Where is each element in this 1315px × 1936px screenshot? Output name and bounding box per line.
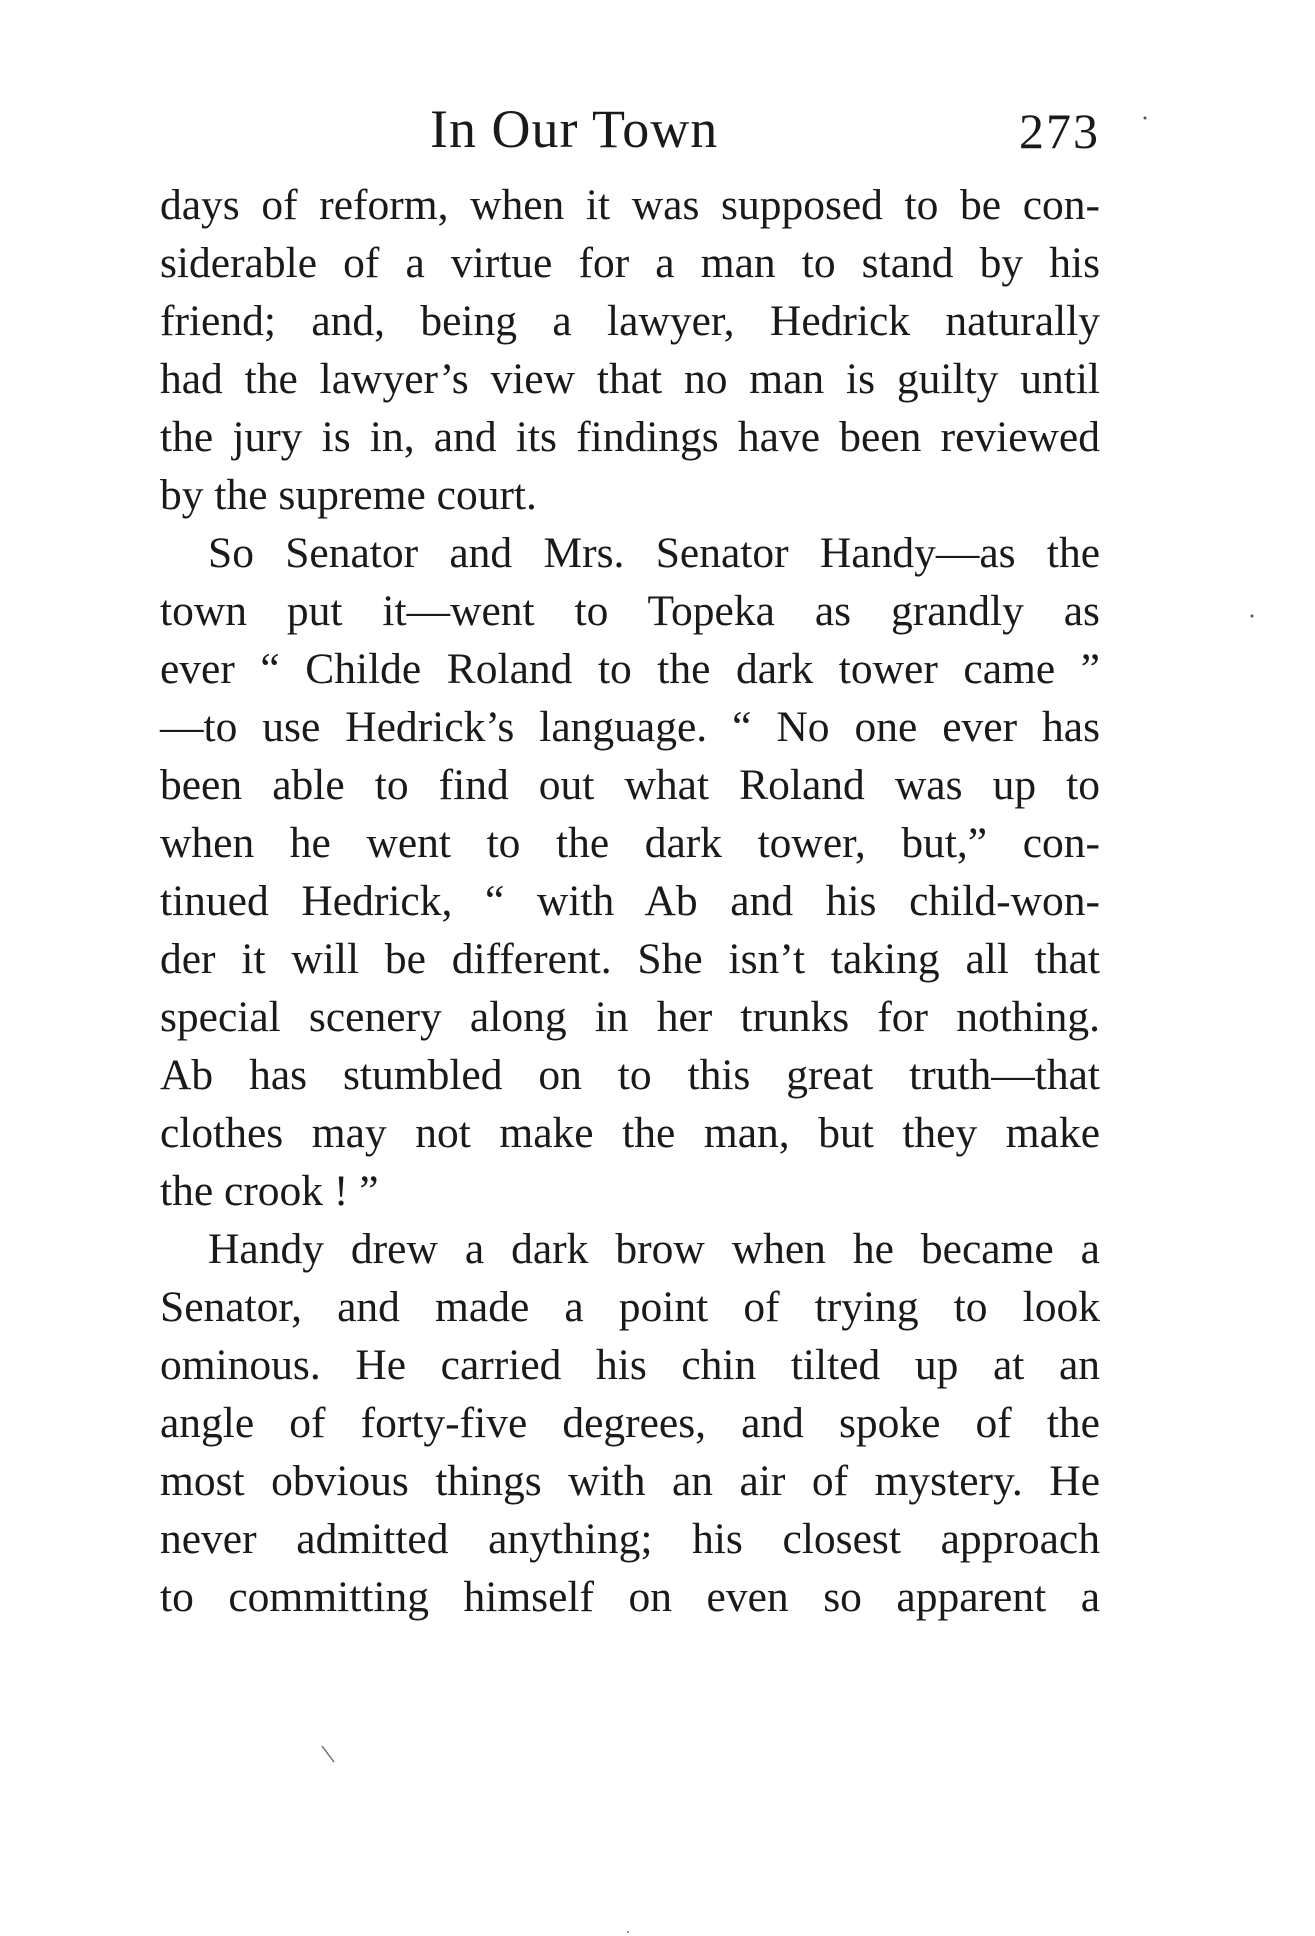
running-title: In Our Town xyxy=(430,99,719,159)
text-line: der it will be different. She isn’t taking all that xyxy=(160,935,1100,983)
text-line: angle of forty-five degrees, and spoke of the xyxy=(160,1399,1100,1447)
body-text xyxy=(160,176,1100,1626)
text-line: town put it—went to Topeka as grandly as xyxy=(160,587,1100,635)
text-line: had the lawyer’s view that no man is guilty until xyxy=(160,355,1100,403)
text-line: —to use Hedrick’s language. “ No one ever has xyxy=(160,703,1100,751)
text-line: days of reform, when it was supposed to be con- xyxy=(160,181,1100,229)
text-line: clothes may not make the man, but they make xyxy=(160,1109,1100,1157)
text-line: Ab has stumbled on to this great truth—that xyxy=(160,1051,1100,1099)
text-line: Senator, and made a point of trying to look xyxy=(160,1283,1100,1331)
text-line: special scenery along in her trunks for nothing. xyxy=(160,993,1100,1041)
text-line: the crook ! ” xyxy=(160,1167,379,1215)
text-line: So Senator and Mrs. Senator Handy—as the xyxy=(208,529,1100,577)
text-line: most obvious things with an air of mystery. He xyxy=(160,1457,1100,1505)
text-line: never admitted anything; his closest approach xyxy=(160,1515,1100,1563)
text-line: friend; and, being a lawyer, Hedrick naturally xyxy=(160,297,1100,345)
text-line: Handy drew a dark brow when he became a xyxy=(208,1225,1100,1273)
page-number: 273 xyxy=(1019,103,1100,159)
text-line: siderable of a virtue for a man to stand by his xyxy=(160,239,1100,287)
page-header xyxy=(160,98,1100,168)
text-line: the jury is in, and its findings have been reviewed xyxy=(160,413,1100,461)
text-line: when he went to the dark tower, but,” con- xyxy=(160,819,1100,867)
text-line: tinued Hedrick, “ with Ab and his child-won- xyxy=(160,877,1100,925)
text-line: ominous. He carried his chin tilted up at an xyxy=(160,1341,1100,1389)
text-line: to committing himself on even so apparent a xyxy=(160,1573,1100,1621)
text-line: ever “ Childe Roland to the dark tower came ” xyxy=(160,645,1100,693)
text-line: been able to find out what Roland was up to xyxy=(160,761,1100,809)
text-line: by the supreme court. xyxy=(160,471,537,519)
